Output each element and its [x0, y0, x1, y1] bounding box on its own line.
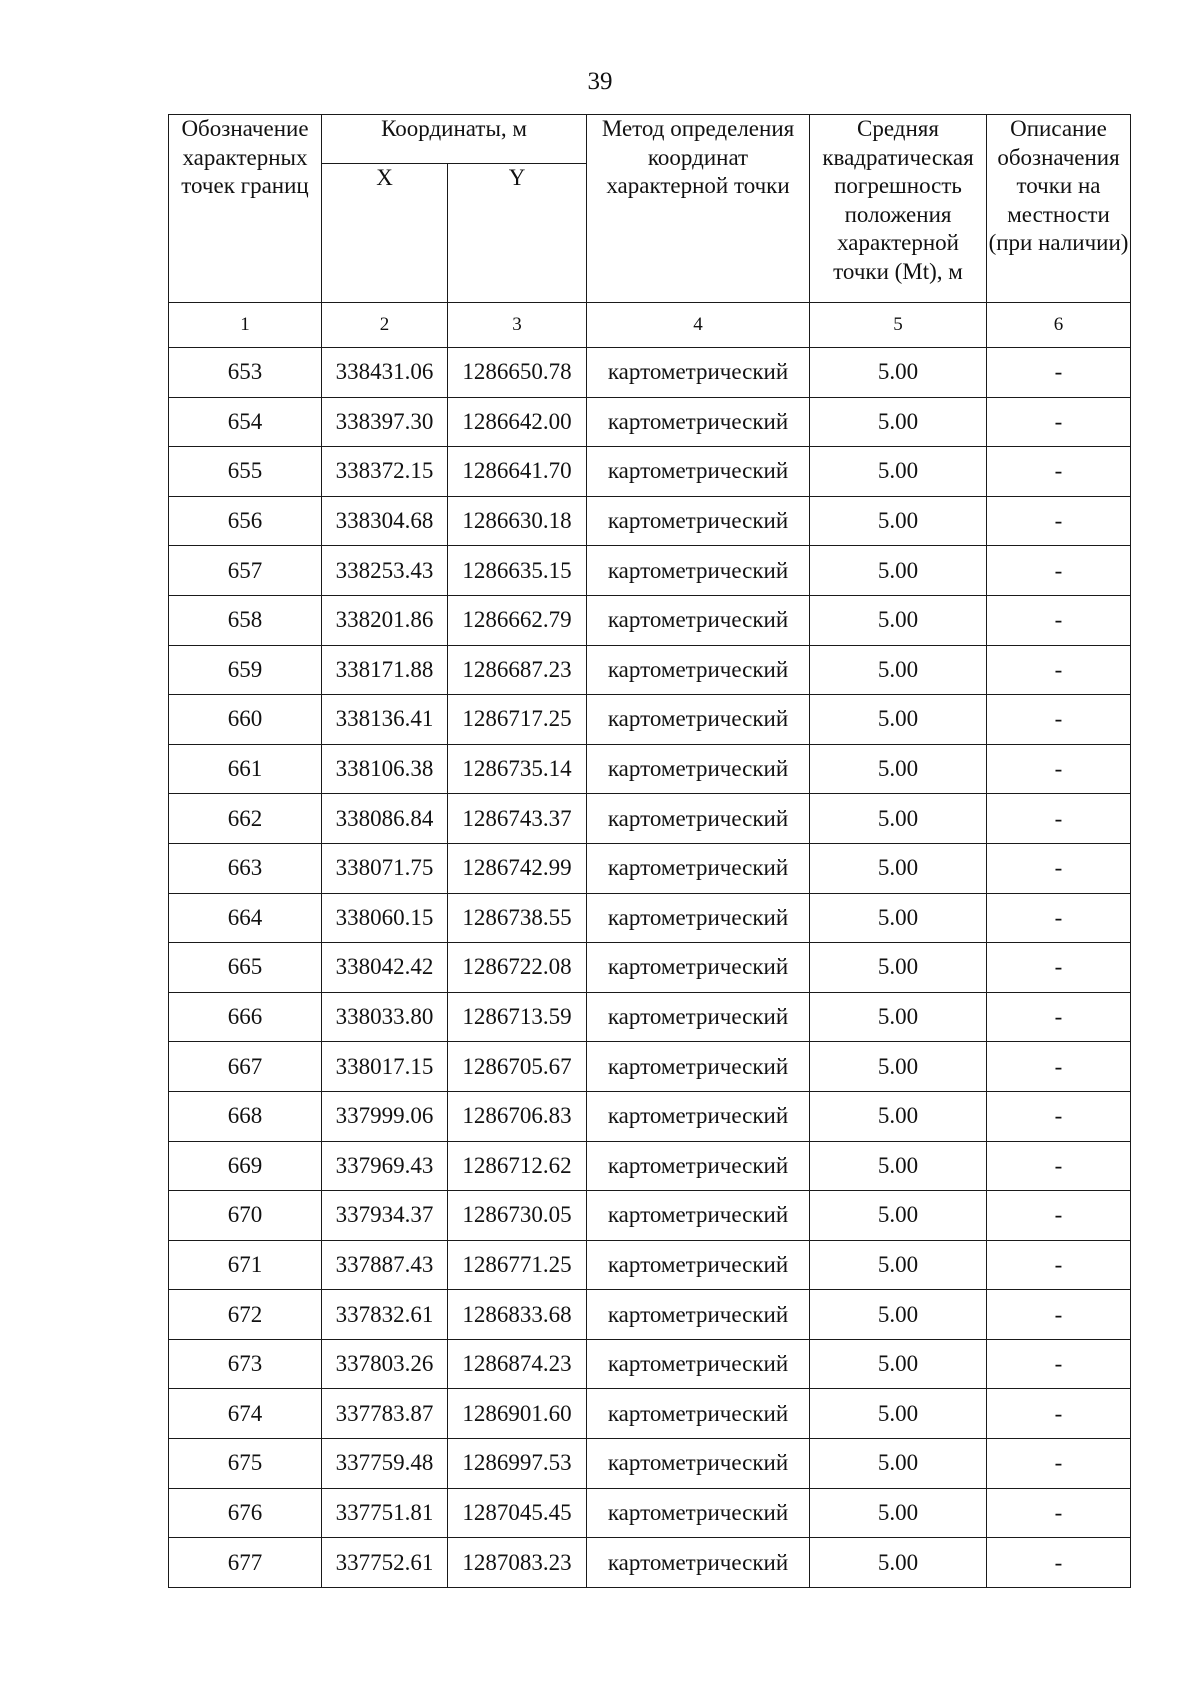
description-cell: - — [987, 1339, 1131, 1389]
column-number: 6 — [987, 303, 1131, 348]
point-id-cell: 662 — [169, 794, 322, 844]
table-row — [169, 447, 1131, 497]
description-cell: - — [987, 1091, 1131, 1141]
point-id-cell: 672 — [169, 1290, 322, 1340]
point-id-cell: 659 — [169, 645, 322, 695]
point-id-cell: 661 — [169, 744, 322, 794]
table-row — [169, 794, 1131, 844]
description-cell: - — [987, 992, 1131, 1042]
method-cell: картометрический — [587, 1339, 810, 1389]
x-coordinate-cell: 338071.75 — [322, 843, 448, 893]
y-coordinate-cell: 1286717.25 — [448, 695, 587, 745]
error-cell: 5.00 — [810, 397, 987, 447]
x-coordinate-cell: 338060.15 — [322, 893, 448, 943]
description-cell: - — [987, 794, 1131, 844]
x-coordinate-cell: 338431.06 — [322, 348, 448, 398]
error-cell: 5.00 — [810, 1091, 987, 1141]
table-row — [169, 1141, 1131, 1191]
point-id-cell: 666 — [169, 992, 322, 1042]
method-cell: картометрический — [587, 546, 810, 596]
method-cell: картометрический — [587, 1191, 810, 1241]
error-cell: 5.00 — [810, 645, 987, 695]
table-row — [169, 1290, 1131, 1340]
y-coordinate-cell: 1286735.14 — [448, 744, 587, 794]
column-number: 1 — [169, 303, 322, 348]
column-number: 5 — [810, 303, 987, 348]
y-coordinate-cell: 1287045.45 — [448, 1488, 587, 1538]
description-cell: - — [987, 645, 1131, 695]
table-row — [169, 1389, 1131, 1439]
x-coordinate-cell: 337752.61 — [322, 1538, 448, 1588]
x-coordinate-cell: 338042.42 — [322, 943, 448, 993]
y-coordinate-cell: 1286635.15 — [448, 546, 587, 596]
point-id-cell: 671 — [169, 1240, 322, 1290]
point-id-cell: 658 — [169, 595, 322, 645]
error-cell: 5.00 — [810, 1191, 987, 1241]
error-cell: 5.00 — [810, 1290, 987, 1340]
method-cell: картометрический — [587, 645, 810, 695]
description-cell: - — [987, 447, 1131, 497]
y-coordinate-cell: 1286642.00 — [448, 397, 587, 447]
y-coordinate-cell: 1286743.37 — [448, 794, 587, 844]
y-coordinate-cell: 1286833.68 — [448, 1290, 587, 1340]
error-cell: 5.00 — [810, 1042, 987, 1092]
method-cell: картометрический — [587, 1042, 810, 1092]
description-cell: - — [987, 1191, 1131, 1241]
error-cell: 5.00 — [810, 992, 987, 1042]
y-coordinate-cell: 1286901.60 — [448, 1389, 587, 1439]
x-coordinate-cell: 337832.61 — [322, 1290, 448, 1340]
method-cell: картометрический — [587, 893, 810, 943]
method-cell: картометрический — [587, 1439, 810, 1489]
table-row — [169, 397, 1131, 447]
description-cell: - — [987, 1538, 1131, 1588]
y-coordinate-cell: 1286662.79 — [448, 595, 587, 645]
point-id-cell: 676 — [169, 1488, 322, 1538]
method-cell: картометрический — [587, 695, 810, 745]
header-method: Метод определения координат характерной точки — [587, 115, 810, 303]
table-body — [169, 303, 1131, 1588]
method-cell: картометрический — [587, 794, 810, 844]
error-cell: 5.00 — [810, 794, 987, 844]
y-coordinate-cell: 1286712.62 — [448, 1141, 587, 1191]
description-cell: - — [987, 1141, 1131, 1191]
table-row — [169, 496, 1131, 546]
header-description: Описание обозначения точки на местности (при наличии) — [987, 115, 1131, 303]
table-row — [169, 1439, 1131, 1489]
error-cell: 5.00 — [810, 943, 987, 993]
description-cell: - — [987, 1290, 1131, 1340]
y-coordinate-cell: 1286722.08 — [448, 943, 587, 993]
x-coordinate-cell: 338304.68 — [322, 496, 448, 546]
error-cell: 5.00 — [810, 1339, 987, 1389]
description-cell: - — [987, 893, 1131, 943]
column-number: 3 — [448, 303, 587, 348]
point-id-cell: 677 — [169, 1538, 322, 1588]
table-row — [169, 1538, 1131, 1588]
x-coordinate-cell: 338086.84 — [322, 794, 448, 844]
point-id-cell: 667 — [169, 1042, 322, 1092]
x-coordinate-cell: 337969.43 — [322, 1141, 448, 1191]
point-id-cell: 673 — [169, 1339, 322, 1389]
column-number-row — [169, 303, 1131, 348]
table-row — [169, 348, 1131, 398]
method-cell: картометрический — [587, 744, 810, 794]
x-coordinate-cell: 337999.06 — [322, 1091, 448, 1141]
y-coordinate-cell: 1286997.53 — [448, 1439, 587, 1489]
method-cell: картометрический — [587, 1389, 810, 1439]
description-cell: - — [987, 843, 1131, 893]
point-id-cell: 670 — [169, 1191, 322, 1241]
error-cell: 5.00 — [810, 447, 987, 497]
y-coordinate-cell: 1286730.05 — [448, 1191, 587, 1241]
point-id-cell: 669 — [169, 1141, 322, 1191]
table-row — [169, 744, 1131, 794]
y-coordinate-cell: 1286705.67 — [448, 1042, 587, 1092]
method-cell: картометрический — [587, 992, 810, 1042]
error-cell: 5.00 — [810, 1240, 987, 1290]
table-row — [169, 992, 1131, 1042]
description-cell: - — [987, 546, 1131, 596]
table-row — [169, 546, 1131, 596]
error-cell: 5.00 — [810, 1538, 987, 1588]
method-cell: картометрический — [587, 595, 810, 645]
x-coordinate-cell: 337751.81 — [322, 1488, 448, 1538]
x-coordinate-cell: 338106.38 — [322, 744, 448, 794]
error-cell: 5.00 — [810, 1488, 987, 1538]
y-coordinate-cell: 1287083.23 — [448, 1538, 587, 1588]
error-cell: 5.00 — [810, 1389, 987, 1439]
method-cell: картометрический — [587, 1290, 810, 1340]
x-coordinate-cell: 338253.43 — [322, 546, 448, 596]
coordinates-table — [168, 114, 1131, 1588]
x-coordinate-cell: 338033.80 — [322, 992, 448, 1042]
x-coordinate-cell: 337783.87 — [322, 1389, 448, 1439]
method-cell: картометрический — [587, 1091, 810, 1141]
column-number: 2 — [322, 303, 448, 348]
error-cell: 5.00 — [810, 843, 987, 893]
y-coordinate-cell: 1286630.18 — [448, 496, 587, 546]
method-cell: картометрический — [587, 1240, 810, 1290]
description-cell: - — [987, 1389, 1131, 1439]
error-cell: 5.00 — [810, 744, 987, 794]
header-y: Y — [448, 164, 587, 303]
description-cell: - — [987, 1042, 1131, 1092]
table-row — [169, 843, 1131, 893]
x-coordinate-cell: 338397.30 — [322, 397, 448, 447]
point-id-cell: 665 — [169, 943, 322, 993]
error-cell: 5.00 — [810, 595, 987, 645]
description-cell: - — [987, 348, 1131, 398]
header-point-designation: Обозначение характерных точек границ — [169, 115, 322, 303]
description-cell: - — [987, 943, 1131, 993]
table-row — [169, 1091, 1131, 1141]
header-mean-square-error: Средняя квадратическая погрешность положения характерной точки (Mt), м — [810, 115, 987, 303]
table-row — [169, 943, 1131, 993]
point-id-cell: 664 — [169, 893, 322, 943]
table-row — [169, 645, 1131, 695]
table-row — [169, 1488, 1131, 1538]
point-id-cell: 653 — [169, 348, 322, 398]
y-coordinate-cell: 1286687.23 — [448, 645, 587, 695]
method-cell: картометрический — [587, 447, 810, 497]
description-cell: - — [987, 1439, 1131, 1489]
method-cell: картометрический — [587, 1488, 810, 1538]
method-cell: картометрический — [587, 348, 810, 398]
y-coordinate-cell: 1286874.23 — [448, 1339, 587, 1389]
error-cell: 5.00 — [810, 496, 987, 546]
header-coordinates: Координаты, м — [322, 115, 587, 164]
table-row — [169, 1042, 1131, 1092]
error-cell: 5.00 — [810, 1141, 987, 1191]
error-cell: 5.00 — [810, 893, 987, 943]
point-id-cell: 663 — [169, 843, 322, 893]
x-coordinate-cell: 337934.37 — [322, 1191, 448, 1241]
x-coordinate-cell: 338017.15 — [322, 1042, 448, 1092]
x-coordinate-cell: 338171.88 — [322, 645, 448, 695]
x-coordinate-cell: 337759.48 — [322, 1439, 448, 1489]
y-coordinate-cell: 1286706.83 — [448, 1091, 587, 1141]
table-row — [169, 1191, 1131, 1241]
header-x: X — [322, 164, 448, 303]
x-coordinate-cell: 337887.43 — [322, 1240, 448, 1290]
table-row — [169, 893, 1131, 943]
column-number: 4 — [587, 303, 810, 348]
y-coordinate-cell: 1286738.55 — [448, 893, 587, 943]
point-id-cell: 668 — [169, 1091, 322, 1141]
method-cell: картометрический — [587, 397, 810, 447]
point-id-cell: 675 — [169, 1439, 322, 1489]
point-id-cell: 660 — [169, 695, 322, 745]
table-header — [169, 115, 1131, 303]
point-id-cell: 657 — [169, 546, 322, 596]
point-id-cell: 674 — [169, 1389, 322, 1439]
error-cell: 5.00 — [810, 1439, 987, 1489]
error-cell: 5.00 — [810, 695, 987, 745]
error-cell: 5.00 — [810, 348, 987, 398]
method-cell: картометрический — [587, 1141, 810, 1191]
description-cell: - — [987, 1240, 1131, 1290]
method-cell: картометрический — [587, 1538, 810, 1588]
x-coordinate-cell: 338136.41 — [322, 695, 448, 745]
description-cell: - — [987, 695, 1131, 745]
description-cell: - — [987, 595, 1131, 645]
y-coordinate-cell: 1286771.25 — [448, 1240, 587, 1290]
table-row — [169, 595, 1131, 645]
y-coordinate-cell: 1286641.70 — [448, 447, 587, 497]
x-coordinate-cell: 338372.15 — [322, 447, 448, 497]
point-id-cell: 656 — [169, 496, 322, 546]
error-cell: 5.00 — [810, 546, 987, 596]
description-cell: - — [987, 397, 1131, 447]
method-cell: картометрический — [587, 843, 810, 893]
point-id-cell: 655 — [169, 447, 322, 497]
table-row — [169, 1339, 1131, 1389]
table-row — [169, 1240, 1131, 1290]
table-row — [169, 695, 1131, 745]
y-coordinate-cell: 1286713.59 — [448, 992, 587, 1042]
x-coordinate-cell: 337803.26 — [322, 1339, 448, 1389]
x-coordinate-cell: 338201.86 — [322, 595, 448, 645]
description-cell: - — [987, 744, 1131, 794]
y-coordinate-cell: 1286742.99 — [448, 843, 587, 893]
method-cell: картометрический — [587, 496, 810, 546]
point-id-cell: 654 — [169, 397, 322, 447]
y-coordinate-cell: 1286650.78 — [448, 348, 587, 398]
method-cell: картометрический — [587, 943, 810, 993]
description-cell: - — [987, 1488, 1131, 1538]
description-cell: - — [987, 496, 1131, 546]
page-number: 39 — [587, 68, 613, 95]
